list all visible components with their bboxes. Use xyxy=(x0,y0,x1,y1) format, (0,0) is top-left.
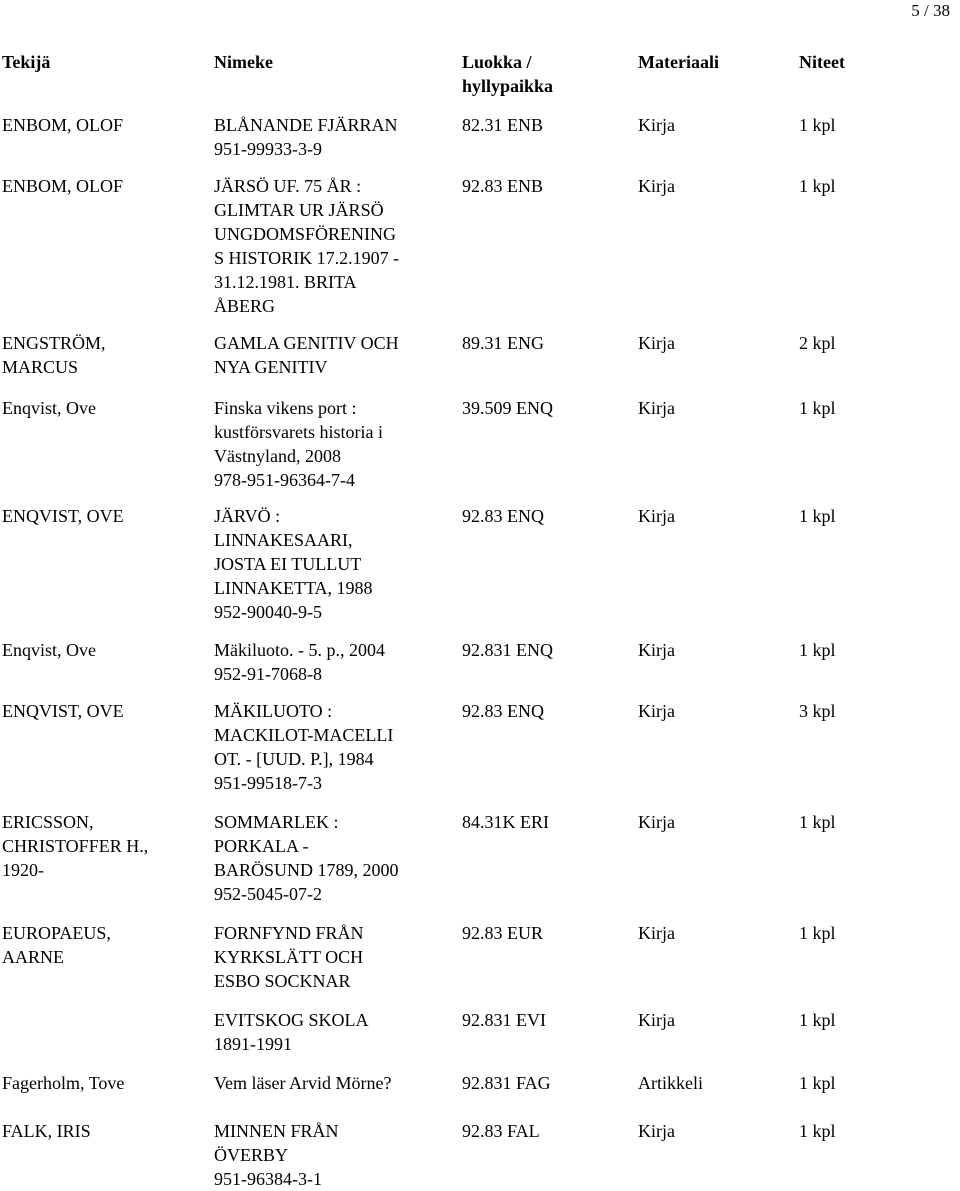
notes-cell: 1 kpl xyxy=(799,506,836,526)
title-line: GAMLA GENITIV OCH xyxy=(214,333,399,353)
title-line: kustförsvarets historia i xyxy=(214,422,383,442)
page-number: 5 / 38 xyxy=(911,1,950,20)
author-cell xyxy=(2,174,202,198)
notes-cell: 1 kpl xyxy=(799,923,836,943)
author-line: FALK, IRIS xyxy=(2,1121,91,1141)
material-cell: Kirja xyxy=(638,176,675,196)
header-title: Nimeke xyxy=(214,52,273,72)
title-line: EVITSKOG SKOLA xyxy=(214,1010,369,1030)
title-line: JÄRVÖ : xyxy=(214,506,281,526)
author-cell xyxy=(2,504,202,528)
title-cell xyxy=(214,331,444,379)
author-line: EUROPAEUS, xyxy=(2,923,111,943)
title-line: 978-951-96364-7-4 xyxy=(214,470,355,490)
title-line: MINNEN FRÅN xyxy=(214,1121,339,1141)
author-line: Enqvist, Ove xyxy=(2,398,96,418)
author-cell xyxy=(2,921,202,969)
material-cell: Kirja xyxy=(638,1010,675,1030)
header-author: Tekijä xyxy=(2,52,51,72)
class-cell: 92.83 ENQ xyxy=(462,701,544,721)
class-cell: 92.831 EVI xyxy=(462,1010,546,1030)
author-line: AARNE xyxy=(2,947,64,967)
title-line: NYA GENITIV xyxy=(214,357,328,377)
title-cell xyxy=(214,810,444,906)
title-line: FORNFYND FRÅN xyxy=(214,923,364,943)
title-line: BARÖSUND 1789, 2000 xyxy=(214,860,399,880)
class-cell: 92.83 EUR xyxy=(462,923,543,943)
title-cell xyxy=(214,1119,444,1191)
notes-cell: 1 kpl xyxy=(799,398,836,418)
title-line: SOMMARLEK : xyxy=(214,812,339,832)
title-line: 952-91-7068-8 xyxy=(214,664,322,684)
notes-cell: 1 kpl xyxy=(799,1010,836,1030)
author-line: MARCUS xyxy=(2,357,79,377)
title-line: 1891-1991 xyxy=(214,1034,292,1054)
title-line: ÖVERBY xyxy=(214,1145,289,1165)
notes-cell: 1 kpl xyxy=(799,1121,836,1141)
title-line: 951-99933-3-9 xyxy=(214,139,322,159)
title-line: S HISTORIK 17.2.1907 - xyxy=(214,248,400,268)
title-line: ÅBERG xyxy=(214,296,276,316)
class-cell: 84.31K ERI xyxy=(462,812,549,832)
table-header xyxy=(0,50,960,100)
class-cell: 92.831 ENQ xyxy=(462,640,553,660)
title-line: LINNAKESAARI, xyxy=(214,530,353,550)
title-line: BLÅNANDE FJÄRRAN xyxy=(214,115,398,135)
author-line: Fagerholm, Tove xyxy=(2,1073,125,1093)
class-cell: 92.831 FAG xyxy=(462,1073,551,1093)
author-cell xyxy=(2,331,202,379)
notes-cell: 1 kpl xyxy=(799,640,836,660)
title-cell xyxy=(214,504,444,624)
material-cell: Kirja xyxy=(638,1121,675,1141)
class-cell: 92.83 ENQ xyxy=(462,506,544,526)
author-cell xyxy=(2,1071,202,1095)
title-line: MACKILOT-MACELLI xyxy=(214,725,394,745)
material-cell: Kirja xyxy=(638,398,675,418)
title-cell xyxy=(214,1008,444,1056)
header-class-line2: hyllypaikka xyxy=(462,76,554,96)
header-class-line1: Luokka / xyxy=(462,52,532,72)
author-line: ENBOM, OLOF xyxy=(2,115,124,135)
class-cell: 89.31 ENG xyxy=(462,333,544,353)
author-line: ENGSTRÖM, xyxy=(2,333,106,353)
title-line: 31.12.1981. BRITA xyxy=(214,272,357,292)
title-line: Mäkiluoto. - 5. p., 2004 xyxy=(214,640,385,660)
title-line: MÄKILUOTO : xyxy=(214,701,333,721)
material-cell: Kirja xyxy=(638,923,675,943)
material-cell: Kirja xyxy=(638,701,675,721)
notes-cell: 1 kpl xyxy=(799,176,836,196)
author-line: ENQVIST, OVE xyxy=(2,701,124,721)
material-cell: Kirja xyxy=(638,506,675,526)
material-cell: Kirja xyxy=(638,640,675,660)
class-cell: 82.31 ENB xyxy=(462,115,543,135)
class-cell: 92.83 FAL xyxy=(462,1121,540,1141)
material-cell: Kirja xyxy=(638,115,675,135)
title-cell xyxy=(214,1071,444,1095)
author-line: ENBOM, OLOF xyxy=(2,176,124,196)
author-line: 1920- xyxy=(2,860,44,880)
author-cell xyxy=(2,113,202,137)
notes-cell: 1 kpl xyxy=(799,1073,836,1093)
title-line: JÄRSÖ UF. 75 ÅR : xyxy=(214,176,362,196)
author-cell xyxy=(2,1119,202,1143)
title-line: PORKALA - xyxy=(214,836,309,856)
title-line: Västnyland, 2008 xyxy=(214,446,341,466)
author-line: ERICSSON, xyxy=(2,812,94,832)
notes-cell: 2 kpl xyxy=(799,333,836,353)
title-line: 951-99518-7-3 xyxy=(214,773,322,793)
author-cell xyxy=(2,699,202,723)
notes-cell: 3 kpl xyxy=(799,701,836,721)
title-cell xyxy=(214,921,444,993)
author-line: CHRISTOFFER H., xyxy=(2,836,149,856)
title-line: GLIMTAR UR JÄRSÖ xyxy=(214,200,384,220)
title-line: 952-90040-9-5 xyxy=(214,602,322,622)
title-line: UNGDOMSFÖRENING xyxy=(214,224,397,244)
material-cell: Kirja xyxy=(638,812,675,832)
title-line: ESBO SOCKNAR xyxy=(214,971,351,991)
material-cell: Kirja xyxy=(638,333,675,353)
title-line: Vem läser Arvid Mörne? xyxy=(214,1073,392,1093)
title-cell xyxy=(214,174,444,318)
class-cell: 39.509 ENQ xyxy=(462,398,553,418)
author-line: Enqvist, Ove xyxy=(2,640,96,660)
title-cell xyxy=(214,396,444,492)
material-cell: Artikkeli xyxy=(638,1073,703,1093)
title-line: Finska vikens port : xyxy=(214,398,357,418)
title-cell xyxy=(214,113,444,161)
header-material: Materiaali xyxy=(638,52,719,72)
title-cell xyxy=(214,638,444,686)
author-line: ENQVIST, OVE xyxy=(2,506,124,526)
author-cell xyxy=(2,810,202,882)
title-line: OT. - [UUD. P.], 1984 xyxy=(214,749,374,769)
title-line: KYRKSLÄTT OCH xyxy=(214,947,364,967)
title-line: LINNAKETTA, 1988 xyxy=(214,578,373,598)
author-cell xyxy=(2,396,202,420)
notes-cell: 1 kpl xyxy=(799,115,836,135)
header-class xyxy=(462,50,632,98)
header-notes: Niteet xyxy=(799,52,845,72)
notes-cell: 1 kpl xyxy=(799,812,836,832)
author-cell xyxy=(2,638,202,662)
title-line: 951-96384-3-1 xyxy=(214,1169,322,1189)
class-cell: 92.83 ENB xyxy=(462,176,543,196)
title-line: 952-5045-07-2 xyxy=(214,884,322,904)
title-line: JOSTA EI TULLUT xyxy=(214,554,362,574)
title-cell xyxy=(214,699,444,795)
